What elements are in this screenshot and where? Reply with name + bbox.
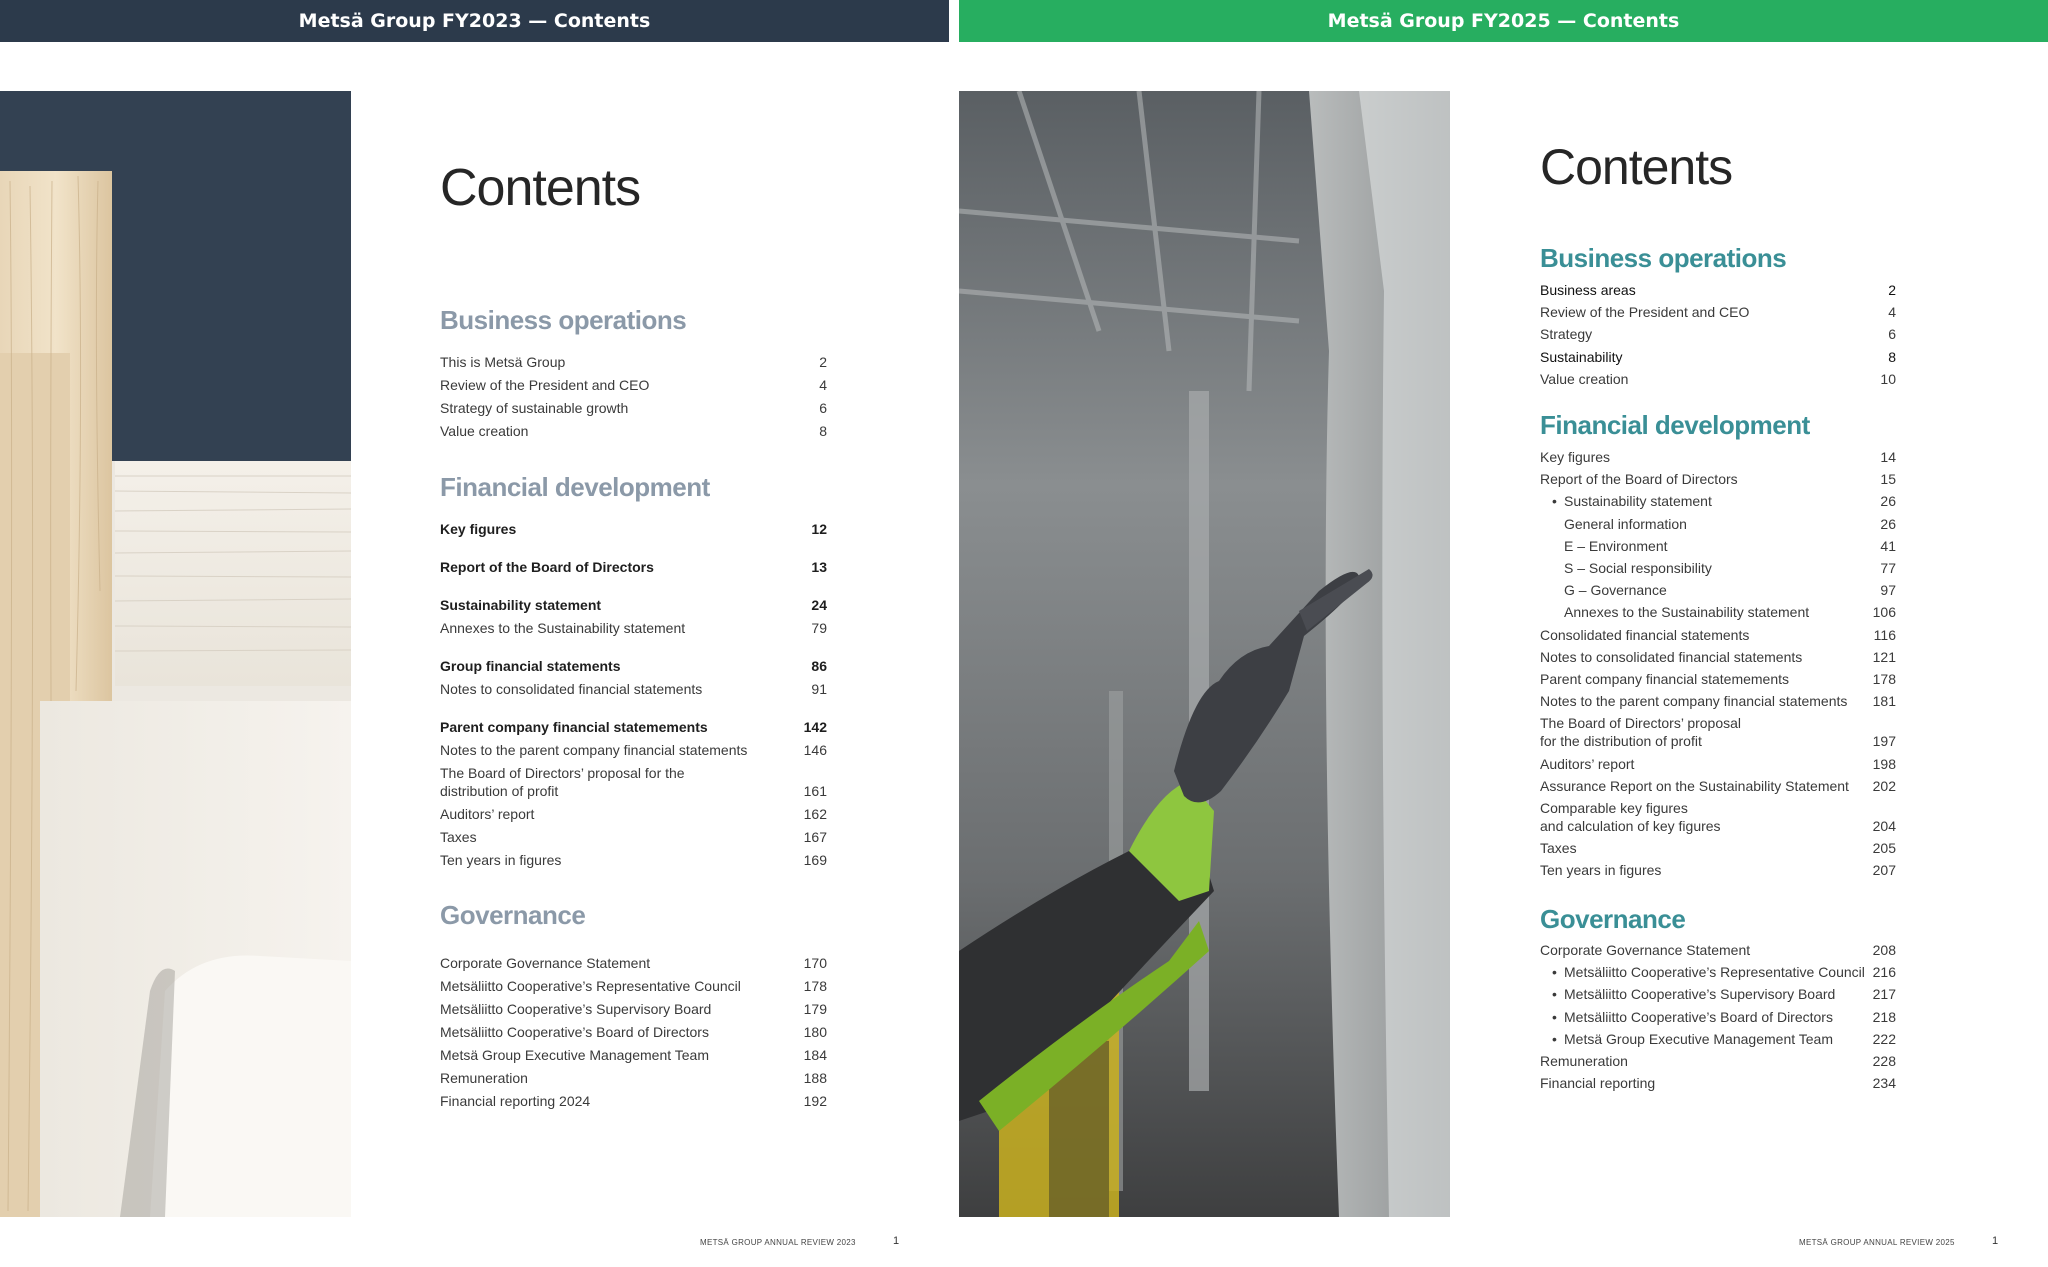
toc-entry-title: Strategy: [1540, 326, 1593, 343]
toc-entry-page: 77: [1880, 560, 1896, 576]
toc-entry-title: Taxes: [1540, 840, 1577, 857]
toc-entry[interactable]: [440, 977, 827, 995]
toc-entry-title: Notes to the parent company financial statements: [1540, 693, 1848, 710]
toc-entry[interactable]: [1552, 492, 1896, 510]
toc-entry[interactable]: [1540, 348, 1896, 366]
toc-entry-title: Metsäliitto Cooperative’s Board of Directors: [1564, 1008, 1833, 1025]
wood-samples-photo: [0, 91, 351, 1217]
toc-entry-page: 146: [803, 742, 827, 758]
toc-entry-page: 15: [1880, 471, 1896, 488]
toc-entry-page: 10: [1880, 370, 1896, 387]
section-heading: Governance: [1540, 904, 1686, 934]
toc-entry-page: 4: [819, 377, 827, 393]
toc-entry-title: Key figures: [440, 521, 517, 537]
toc-entry[interactable]: [440, 1000, 827, 1018]
toc-entry-title: Metsäliitto Cooperative’s Representative Council: [440, 978, 741, 994]
toc-entry[interactable]: [1540, 861, 1896, 879]
toc-entry[interactable]: [440, 828, 827, 846]
toc-entry-title: Auditors’ report: [1540, 755, 1635, 772]
toc-entry[interactable]: [440, 1069, 827, 1087]
toc-entry-page: 4: [1888, 304, 1896, 321]
toc-entry-page: 121: [1872, 648, 1896, 665]
page-number: 1: [1992, 1235, 1999, 1247]
toc-entry[interactable]: [1540, 626, 1896, 644]
toc-entry-page: 218: [1872, 1008, 1896, 1025]
toc-entry-page: 198: [1872, 755, 1896, 772]
toc-entry[interactable]: [1540, 325, 1896, 343]
toc-entry-page: 178: [803, 978, 827, 994]
toc-entry-page: 13: [811, 559, 827, 575]
toc-entry-title: E – Environment: [1564, 537, 1668, 554]
toc-entry-page: 8: [819, 423, 827, 439]
toc-entry[interactable]: [1552, 985, 1896, 1003]
toc-entry-title: Corporate Governance Statement: [440, 955, 651, 971]
toc-entry-title: Review of the President and CEO: [1540, 304, 1750, 321]
toc-entry-page: 222: [1872, 1030, 1896, 1047]
toc-entry-page: 184: [803, 1047, 827, 1063]
toc-entry-title: General information: [1564, 515, 1687, 532]
bullet-marker: •: [1552, 986, 1557, 1003]
bullet-marker: •: [1552, 1030, 1557, 1047]
toc-entry[interactable]: [1540, 755, 1896, 773]
bullet-marker: •: [1552, 1008, 1557, 1025]
toc-entry-page: 41: [1880, 537, 1896, 554]
toc-entry[interactable]: [1540, 448, 1896, 466]
toc-entry-title: Corporate Governance Statement: [1540, 942, 1751, 958]
section-heading: Business operations: [440, 305, 687, 335]
toc-entry-title: Remuneration: [1540, 1053, 1628, 1069]
toc-entry-title: Report of the Board of Directors: [1540, 471, 1738, 488]
toc-entry-page: 179: [803, 1001, 827, 1017]
toc-entry-page: 169: [803, 852, 827, 868]
toc-entry-page: 161: [803, 783, 827, 799]
toc-entry[interactable]: [440, 399, 827, 417]
toc-entry-page: 2: [1888, 282, 1896, 298]
toc-entry[interactable]: [1564, 603, 1896, 621]
toc-entry-page: 26: [1880, 493, 1896, 510]
toc-entry[interactable]: [1540, 777, 1896, 795]
toc-entry-title: G – Governance: [1564, 582, 1667, 599]
toc-entry-page: 202: [1872, 777, 1896, 794]
toc-entry[interactable]: [1540, 670, 1896, 688]
toc-entry-title: Financial reporting: [1540, 1075, 1656, 1092]
toc-entry-title: Taxes: [440, 829, 477, 845]
toc-entry-title: Metsäliitto Cooperative’s Supervisory Board: [440, 1001, 712, 1017]
toc-entry-title: Sustainability: [1540, 348, 1623, 365]
toc-entry-page: 180: [803, 1024, 827, 1040]
toc-entry-title: Consolidated financial statements: [1540, 626, 1750, 643]
toc-entry-page: 12: [811, 521, 827, 537]
contents-title: Contents: [1540, 139, 1733, 195]
factory-worker-illustration: [959, 91, 1450, 1217]
toc-entry-page: 162: [803, 806, 827, 822]
toc-entry[interactable]: [1564, 537, 1896, 555]
right-page-panel: [959, 0, 2048, 1267]
wood-samples-illustration: [0, 91, 351, 1217]
toc-entry-page: 234: [1872, 1075, 1896, 1092]
toc-entry[interactable]: [1552, 1030, 1896, 1048]
toc-entry-title: Metsäliitto Cooperative’s Board of Directors: [440, 1024, 709, 1040]
toc-entry-page: 142: [803, 719, 827, 735]
toc-entry[interactable]: [1564, 515, 1896, 533]
toc-entry[interactable]: [440, 851, 827, 869]
toc-entry[interactable]: [1540, 303, 1896, 321]
toc-entry[interactable]: [1540, 281, 1896, 299]
toc-entry[interactable]: [440, 376, 827, 394]
toc-entry-page: 228: [1872, 1053, 1896, 1069]
section-heading: Business operations: [1540, 243, 1787, 273]
toc-entry-title: Value creation: [440, 423, 529, 439]
page-footer-label: METSÄ GROUP ANNUAL REVIEW 2023: [700, 1238, 856, 1247]
toc-entry-title: Report of the Board of Directors: [440, 559, 654, 575]
toc-entry-title: This is Metsä Group: [440, 354, 566, 370]
toc-entry[interactable]: [1540, 1052, 1896, 1070]
toc-entry-title: Group financial statements: [440, 658, 621, 674]
toc-entry-title: Ten years in figures: [1540, 862, 1662, 879]
toc-entry-page: 178: [1872, 671, 1896, 687]
toc-entry-page: 2: [819, 354, 827, 370]
toc-entry[interactable]: [1540, 1074, 1896, 1092]
toc-entry-page: 79: [811, 620, 827, 636]
toc-entry[interactable]: [440, 718, 827, 736]
toc-entry-title: Auditors’ report: [440, 806, 535, 822]
toc-entry-page: 91: [811, 681, 827, 697]
toc-entry-title: Business areas: [1540, 282, 1636, 298]
toc-entry[interactable]: [1540, 799, 1896, 835]
toc-entry-page: 204: [1872, 818, 1896, 834]
toc-entry[interactable]: [1540, 692, 1896, 710]
toc-entry-title: The Board of Directors’ proposal for the distribution of profit: [1540, 715, 1742, 750]
toc-entry-page: 217: [1872, 986, 1896, 1003]
toc-entry-title: Metsä Group Executive Management Team: [1564, 1030, 1833, 1047]
toc-entry-page: 116: [1873, 626, 1896, 643]
toc-entry-title: Ten years in figures: [440, 852, 562, 868]
toc-entry-title: Annexes to the Sustainability statement: [440, 620, 686, 636]
toc-entry[interactable]: [440, 1046, 827, 1064]
toc-entry-page: 6: [819, 400, 827, 416]
toc-entry-page: 24: [811, 597, 827, 613]
toc-entry[interactable]: [1552, 963, 1896, 981]
toc-entry-title: Notes to consolidated financial statements: [440, 681, 703, 697]
toc-entry-title: Remuneration: [440, 1070, 528, 1086]
toc-entry-page: 205: [1872, 840, 1896, 857]
toc-entry-page: 6: [1888, 326, 1896, 343]
toc-entry[interactable]: [440, 657, 827, 675]
left-page-header: Metsä Group FY2023 — Contents: [0, 0, 949, 42]
toc-entry-title: Notes to consolidated financial statements: [1540, 648, 1803, 665]
toc-entry-title: Key figures: [1540, 449, 1611, 465]
toc-entry-page: 26: [1880, 515, 1896, 532]
toc-entry[interactable]: [440, 520, 827, 538]
toc-entry-title: Sustainability statement: [1564, 493, 1712, 510]
toc-entry-title: S – Social responsibility: [1564, 560, 1712, 576]
toc-entry-title: The Board of Directors’ proposal for the distribution of profit: [440, 765, 685, 799]
toc-entry-title: Metsäliitto Cooperative’s Supervisory Board: [1564, 986, 1836, 1003]
toc-entry[interactable]: [1552, 1008, 1896, 1026]
toc-entry-page: 14: [1880, 449, 1896, 465]
bullet-marker: •: [1552, 964, 1557, 981]
toc-entry-title: Annexes to the Sustainability statement: [1564, 604, 1810, 621]
toc-entry-title: Metsäliitto Cooperative’s Representative Council: [1564, 964, 1865, 981]
toc-entry-page: 86: [811, 658, 827, 674]
toc-entry-page: 197: [1872, 733, 1896, 750]
page-footer-label: METSÄ GROUP ANNUAL REVIEW 2025: [1799, 1238, 1955, 1247]
toc-entry-page: 216: [1872, 964, 1896, 981]
toc-entry-title: Strategy of sustainable growth: [440, 400, 629, 416]
toc-entry-page: 188: [803, 1070, 827, 1086]
contents-title: Contents: [440, 159, 641, 217]
right-page-header: Metsä Group FY2025 — Contents: [959, 0, 2048, 42]
toc-entry[interactable]: [440, 619, 827, 637]
toc-entry[interactable]: [440, 596, 827, 614]
bullet-marker: •: [1552, 493, 1557, 510]
toc-entry[interactable]: [1540, 470, 1896, 488]
toc-entry[interactable]: [440, 680, 827, 698]
factory-worker-photo: [959, 91, 1450, 1217]
toc-entry-title: Value creation: [1540, 370, 1629, 387]
toc-entry[interactable]: [440, 954, 827, 972]
toc-entry[interactable]: [440, 741, 827, 759]
toc-entry-page: 167: [803, 829, 827, 845]
toc-entry-page: 97: [1880, 582, 1896, 599]
section-heading: Governance: [440, 900, 586, 930]
toc-entry[interactable]: [1540, 941, 1896, 959]
toc-entry[interactable]: [1564, 581, 1896, 599]
toc-entry-title: Sustainability statement: [440, 597, 602, 613]
toc-entry-title: Notes to the parent company financial statements: [440, 742, 748, 758]
toc-entry-title: Parent company financial statemements: [1540, 671, 1790, 687]
panel-divider: [949, 0, 959, 1267]
toc-entry[interactable]: [440, 353, 827, 371]
toc-entry-page: 207: [1872, 862, 1896, 879]
toc-entry-page: 181: [1872, 693, 1896, 710]
toc-entry[interactable]: [440, 1023, 827, 1041]
toc-entry[interactable]: [440, 1092, 827, 1110]
toc-entry[interactable]: [1564, 559, 1896, 577]
toc-entry-page: 192: [803, 1093, 827, 1109]
toc-entry-page: 170: [803, 955, 827, 971]
toc-entry-page: 106: [1872, 604, 1896, 621]
page-number: 1: [893, 1235, 900, 1247]
toc-entry[interactable]: [440, 764, 827, 800]
toc-entry-page: 8: [1888, 348, 1896, 365]
toc-entry-page: 208: [1872, 942, 1896, 958]
toc-entry[interactable]: [1540, 648, 1896, 666]
toc-entry-title: Review of the President and CEO: [440, 377, 650, 393]
toc-entry[interactable]: [440, 805, 827, 823]
toc-entry-title: Metsä Group Executive Management Team: [440, 1047, 709, 1063]
section-heading: Financial development: [440, 472, 710, 502]
toc-entry-title: Assurance Report on the Sustainability Statement: [1540, 777, 1849, 794]
section-heading: Financial development: [1540, 410, 1810, 440]
toc-entry[interactable]: [1540, 714, 1896, 750]
toc-entry[interactable]: [1540, 839, 1896, 857]
toc-entry[interactable]: [440, 422, 827, 440]
toc-entry-title: Parent company financial statemements: [440, 719, 708, 735]
toc-entry-title: Comparable key figures and calculation of key figures: [1540, 800, 1721, 834]
toc-entry-title: Financial reporting 2024: [440, 1093, 591, 1109]
toc-entry[interactable]: [1540, 370, 1896, 388]
toc-entry[interactable]: [440, 558, 827, 576]
left-page-panel: [0, 0, 949, 1267]
